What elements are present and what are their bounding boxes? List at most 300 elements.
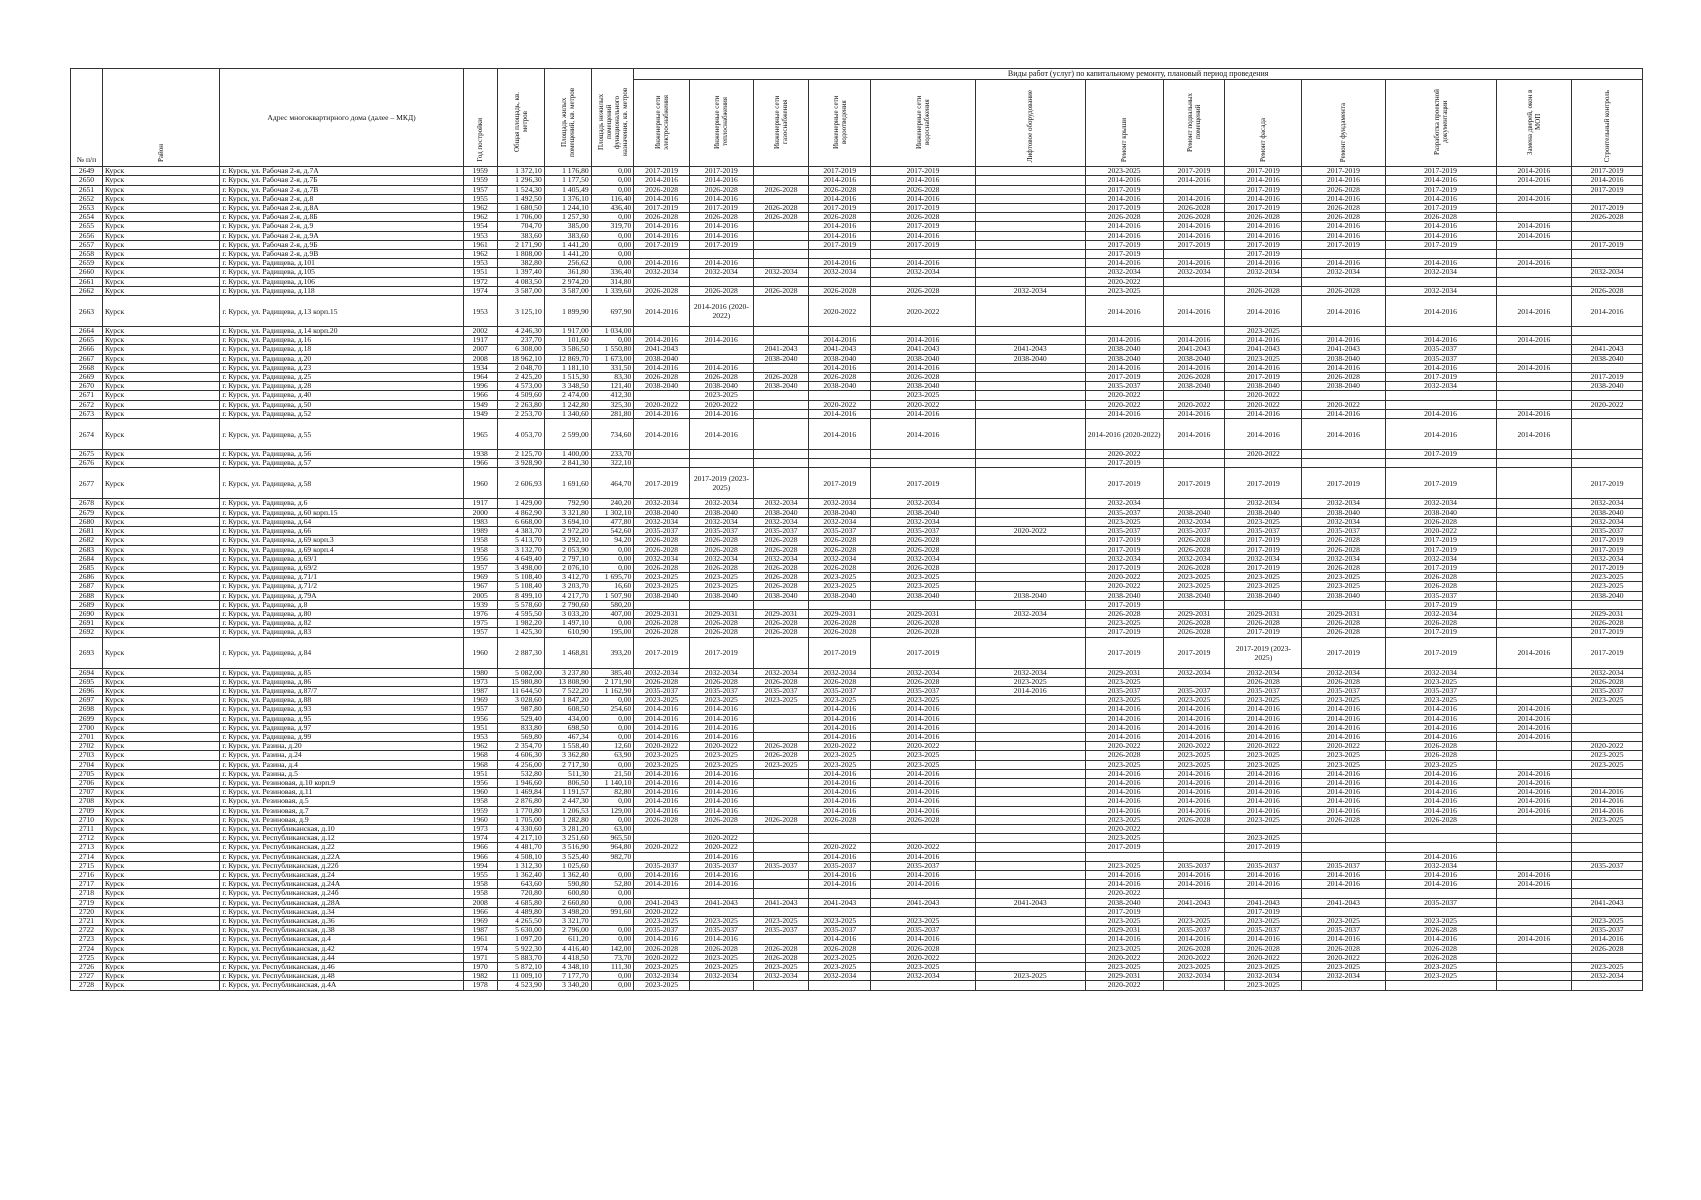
table-cell: 4 217,10 [497, 834, 544, 843]
table-cell: 2026-2028 [1385, 751, 1496, 760]
table-cell: 2014-2016 [1496, 705, 1572, 714]
row-number: 2661 [71, 277, 103, 286]
table-cell [975, 222, 1085, 231]
table-cell: 2032-2034 [1572, 554, 1643, 563]
row-number: 2705 [71, 769, 103, 778]
table-cell: 2017-2019 [1572, 628, 1643, 637]
table-cell [975, 834, 1085, 843]
table-cell: 2023-2025 [1225, 815, 1302, 824]
table-row [71, 185, 1643, 194]
table-cell [753, 409, 808, 418]
table-cell: 2041-2043 [975, 898, 1085, 907]
table-cell [1496, 861, 1572, 870]
table-row [71, 723, 1643, 732]
table-cell [1496, 459, 1572, 468]
table-row [71, 268, 1643, 277]
table-cell: 2038-2040 [1302, 382, 1385, 391]
table-cell: 2014-2016 [634, 871, 689, 880]
table-cell: 2017-2019 [1085, 536, 1163, 545]
table-cell: 2032-2034 [871, 668, 976, 677]
table-cell: 2038-2040 [1572, 591, 1643, 600]
table-cell: 2014-2016 [634, 806, 689, 815]
table-cell: 1958 [463, 880, 497, 889]
address-cell: г. Курск, ул. Радищева, д.79А [220, 591, 463, 600]
table-cell: 129,00 [591, 806, 634, 815]
col-year-header: Год постройки [463, 69, 497, 167]
table-cell: 2026-2028 [689, 536, 753, 545]
address-cell: г. Курск, ул. Радищева, д.84 [220, 637, 463, 668]
table-cell: 2017-2019 [1085, 373, 1163, 382]
table-cell: 1 362,40 [497, 871, 544, 880]
table-cell: 2020-2022 [1085, 573, 1163, 582]
table-cell: 2014-2016 [1496, 769, 1572, 778]
table-cell: 2041-2043 [634, 345, 689, 354]
table-cell [1385, 907, 1496, 916]
table-cell [975, 204, 1085, 213]
table-cell: 2032-2034 [871, 268, 976, 277]
table-cell: 2023-2025 [1385, 696, 1496, 705]
table-cell: 2020-2022 [1225, 391, 1302, 400]
table-cell: 2020-2022 [1302, 742, 1385, 751]
table-cell: 6 308,00 [497, 345, 544, 354]
address-cell: г. Курск, ул. Республиканская, д.28А [220, 898, 463, 907]
table-cell: 1969 [463, 917, 497, 926]
table-cell: 0,00 [591, 935, 634, 944]
table-cell: 2014-2016 [1085, 259, 1163, 268]
table-cell: 0,00 [591, 240, 634, 249]
district-cell: Курск [103, 508, 220, 517]
table-cell: 2017-2019 [1085, 250, 1163, 259]
table-cell: 720,80 [497, 889, 544, 898]
table-cell [1163, 459, 1225, 468]
table-cell: 2026-2028 [1302, 944, 1385, 953]
table-row [71, 259, 1643, 268]
table-cell: 2026-2028 [689, 677, 753, 686]
table-cell [1572, 714, 1643, 723]
address-cell: г. Курск, ул. Радищева, д.105 [220, 268, 463, 277]
table-cell: 2014-2016 [1385, 419, 1496, 450]
table-cell: 2038-2040 [809, 508, 871, 517]
table-cell: 2002 [463, 327, 497, 336]
district-cell: Курск [103, 714, 220, 723]
table-cell: 2017-2019 [1302, 637, 1385, 668]
address-cell: г. Курск, ул. Резиновая, д.7 [220, 806, 463, 815]
table-cell: 2014-2016 [1496, 176, 1572, 185]
district-cell: Курск [103, 563, 220, 572]
table-cell: 101,60 [544, 336, 591, 345]
table-cell: 4 573,00 [497, 382, 544, 391]
district-cell: Курск [103, 824, 220, 833]
table-cell: 2023-2025 [1225, 354, 1302, 363]
row-number: 2692 [71, 628, 103, 637]
table-cell: 1 296,30 [497, 176, 544, 185]
table-cell: 2 660,80 [544, 898, 591, 907]
table-cell: 2 263,80 [497, 400, 544, 409]
table-cell [809, 450, 871, 459]
table-cell: 2032-2034 [1163, 668, 1225, 677]
table-cell: 2014-2016 [1085, 231, 1163, 240]
district-cell: Курск [103, 409, 220, 418]
table-cell [871, 277, 976, 286]
table-cell: 237,70 [497, 336, 544, 345]
row-number: 2676 [71, 459, 103, 468]
table-cell: 2017-2019 [1225, 468, 1302, 499]
table-cell: 2032-2034 [871, 972, 976, 981]
table-cell: 1966 [463, 391, 497, 400]
table-cell [753, 419, 808, 450]
table-cell: 2014-2016 [1085, 723, 1163, 732]
table-cell: 2026-2028 [809, 815, 871, 824]
table-cell: 256,62 [544, 259, 591, 268]
table-cell [1385, 824, 1496, 833]
table-row [71, 231, 1643, 240]
table-cell: 2023-2025 [1225, 917, 1302, 926]
table-cell: 2026-2028 [871, 545, 976, 554]
table-cell: 1962 [463, 213, 497, 222]
table-cell: 2020-2022 [1085, 400, 1163, 409]
table-cell: 0,00 [591, 797, 634, 806]
table-cell [975, 714, 1085, 723]
table-cell [1163, 889, 1225, 898]
works-group-header: Виды работ (услуг) по капитальному ремонту, плановый период проведения [634, 69, 1643, 80]
district-cell: Курск [103, 345, 220, 354]
table-cell: 4 083,50 [497, 277, 544, 286]
table-cell: 1 206,53 [544, 806, 591, 815]
table-cell [1496, 668, 1572, 677]
table-cell: 2020-2022 [1572, 742, 1643, 751]
table-cell: 1960 [463, 468, 497, 499]
table-cell: 1962 [463, 742, 497, 751]
table-cell [1496, 760, 1572, 769]
table-cell: 2020-2022 [1085, 981, 1163, 990]
table-cell: 2 447,30 [544, 797, 591, 806]
table-cell [1572, 880, 1643, 889]
district-cell: Курск [103, 917, 220, 926]
table-cell: 2014-2016 [634, 419, 689, 450]
table-cell [1385, 250, 1496, 259]
table-cell [809, 600, 871, 609]
table-cell: 12,60 [591, 742, 634, 751]
table-cell [975, 723, 1085, 732]
row-number: 2685 [71, 563, 103, 572]
table-cell: 2014-2016 [1496, 296, 1572, 327]
table-cell [753, 880, 808, 889]
table-cell: 3 587,00 [497, 286, 544, 295]
table-cell: 2014-2016 [634, 222, 689, 231]
table-cell: 2020-2022 [871, 953, 976, 962]
table-cell: 1 441,20 [544, 240, 591, 249]
table-cell: 2035-2037 [753, 686, 808, 695]
table-cell: 2014-2016 (2020-2022) [1085, 419, 1163, 450]
table-row [71, 400, 1643, 409]
table-cell: 2014-2016 [1163, 723, 1225, 732]
table-cell: 2032-2034 [1385, 609, 1496, 618]
table-cell [1385, 459, 1496, 468]
table-cell [689, 907, 753, 916]
address-cell: г. Курск, ул. Радищева, д.14 корп.20 [220, 327, 463, 336]
table-cell: 2017-2019 [634, 637, 689, 668]
table-cell: 1 770,80 [497, 806, 544, 815]
table-cell [975, 382, 1085, 391]
table-cell [975, 935, 1085, 944]
table-cell: 2017-2019 [1225, 373, 1302, 382]
table-row [71, 345, 1643, 354]
row-number: 2649 [71, 167, 103, 176]
table-cell: 1955 [463, 871, 497, 880]
table-cell: 2014-2016 [1225, 880, 1302, 889]
table-cell: 2038-2040 [689, 382, 753, 391]
work-header-10: Разработка проектной документации [1385, 80, 1496, 167]
table-cell [1572, 391, 1643, 400]
table-cell [871, 250, 976, 259]
address-cell: г. Курск, ул. Резиновая, д.9 [220, 815, 463, 824]
table-cell: 1953 [463, 296, 497, 327]
table-cell: 833,80 [497, 723, 544, 732]
table-cell: 2014-2016 [1302, 788, 1385, 797]
table-cell: 2026-2028 [1163, 563, 1225, 572]
table-cell [1163, 907, 1225, 916]
work-header-5: Лифтовое оборудование [975, 80, 1085, 167]
table-cell: 2014-2016 [1302, 296, 1385, 327]
table-row [71, 815, 1643, 824]
address-cell: г. Курск, ул. Радищева, д.95 [220, 714, 463, 723]
table-cell: 2026-2028 [1302, 545, 1385, 554]
table-cell [1496, 286, 1572, 295]
table-cell: 2035-2037 [871, 686, 976, 695]
table-cell: 2014-2016 [809, 797, 871, 806]
table-cell: 2023-2025 [1085, 677, 1163, 686]
table-cell [1496, 391, 1572, 400]
address-cell: г. Курск, ул. Радищева, д.18 [220, 345, 463, 354]
table-cell: 2014-2016 [871, 778, 976, 787]
table-cell: 2023-2025 [634, 751, 689, 760]
table-cell [871, 824, 976, 833]
table-cell: 1958 [463, 797, 497, 806]
table-cell: 542,60 [591, 527, 634, 536]
row-number: 2706 [71, 778, 103, 787]
table-cell: 1949 [463, 400, 497, 409]
table-cell: 2023-2025 [1572, 963, 1643, 972]
district-cell: Курск [103, 898, 220, 907]
table-cell: 2020-2022 [1085, 889, 1163, 898]
table-cell [753, 843, 808, 852]
table-cell: 2017-2019 [634, 468, 689, 499]
table-cell: 2020-2022 [1085, 582, 1163, 591]
table-cell: 2017-2019 [871, 167, 976, 176]
table-cell [1496, 742, 1572, 751]
table-cell: 3 237,80 [544, 668, 591, 677]
table-cell: 2032-2034 [1385, 286, 1496, 295]
table-cell: 52,80 [591, 880, 634, 889]
table-cell: 0,00 [591, 250, 634, 259]
table-cell [975, 769, 1085, 778]
table-cell: 3 586,50 [544, 345, 591, 354]
row-number: 2653 [71, 204, 103, 213]
district-cell: Курск [103, 459, 220, 468]
table-cell [1496, 609, 1572, 618]
address-cell: г. Курск, ул. Радищева, д.57 [220, 459, 463, 468]
table-cell: 0,00 [591, 981, 634, 990]
table-cell: 1964 [463, 373, 497, 382]
table-cell: 2014-2016 [1225, 788, 1302, 797]
table-cell: 2020-2022 [1302, 400, 1385, 409]
district-cell: Курск [103, 619, 220, 628]
table-cell [975, 871, 1085, 880]
table-cell: 2032-2034 [1572, 517, 1643, 526]
table-cell: 2014-2016 [1385, 797, 1496, 806]
table-cell: 2038-2040 [1385, 508, 1496, 517]
district-cell: Курск [103, 450, 220, 459]
row-number: 2667 [71, 354, 103, 363]
table-cell: 2029-2031 [809, 609, 871, 618]
table-cell: 2032-2034 [1572, 499, 1643, 508]
table-cell: 2035-2037 [1302, 861, 1385, 870]
table-cell: 2032-2034 [1225, 554, 1302, 563]
district-cell: Курск [103, 742, 220, 751]
table-cell: 5 883,70 [497, 953, 544, 962]
table-cell: 2023-2025 [871, 582, 976, 591]
address-cell: г. Курск, ул. Резиновая, д.11 [220, 788, 463, 797]
table-cell: 2017-2019 [1085, 185, 1163, 194]
table-cell: 2014-2016 [1302, 419, 1385, 450]
table-cell [1572, 231, 1643, 240]
table-cell: 2023-2025 [1085, 619, 1163, 628]
table-cell [634, 834, 689, 843]
table-cell: 2023-2025 [809, 953, 871, 962]
table-cell: 2014-2016 [634, 176, 689, 185]
table-row [71, 769, 1643, 778]
table-cell: 2014-2016 [689, 714, 753, 723]
table-cell: 2032-2034 [809, 268, 871, 277]
district-cell: Курск [103, 554, 220, 563]
table-cell: 2014-2016 [871, 259, 976, 268]
table-cell: 2017-2019 [1225, 240, 1302, 249]
table-cell: 2014-2016 [809, 935, 871, 944]
table-cell [753, 363, 808, 372]
address-cell: г. Курск, ул. Республиканская, д.24 [220, 871, 463, 880]
table-cell: 385,40 [591, 668, 634, 677]
table-cell: 2017-2019 [1385, 628, 1496, 637]
table-cell: 1 468,81 [544, 637, 591, 668]
table-cell: 2032-2034 [1385, 668, 1496, 677]
table-cell: 2017-2019 [1085, 545, 1163, 554]
table-cell: 1 550,80 [591, 345, 634, 354]
table-cell: 2032-2034 [1085, 554, 1163, 563]
address-cell: г. Курск, ул. Радищева, д.58 [220, 468, 463, 499]
table-cell: 407,00 [591, 609, 634, 618]
table-cell: 2017-2019 [1225, 250, 1302, 259]
table-cell: 2032-2034 [809, 972, 871, 981]
row-number: 2718 [71, 889, 103, 898]
row-number: 2721 [71, 917, 103, 926]
table-row [71, 499, 1643, 508]
table-cell [753, 259, 808, 268]
table-cell: 2014-2016 [1163, 935, 1225, 944]
table-cell: 1 425,30 [497, 628, 544, 637]
district-cell: Курск [103, 852, 220, 861]
table-cell: 2014-2016 [634, 788, 689, 797]
table-cell: 1 469,84 [497, 788, 544, 797]
table-cell: 2023-2025 [1225, 582, 1302, 591]
table-cell: 1 691,60 [544, 468, 591, 499]
table-cell: 1 695,70 [591, 573, 634, 582]
table-cell [753, 889, 808, 898]
table-cell: 2014-2016 [634, 797, 689, 806]
table-cell: 2014-2016 [634, 705, 689, 714]
table-cell [1302, 852, 1385, 861]
table-cell: 3 516,90 [544, 843, 591, 852]
table-cell: 2026-2028 [753, 751, 808, 760]
table-cell [975, 508, 1085, 517]
table-cell: 2020-2022 [1085, 953, 1163, 962]
table-cell: 2014-2016 [1496, 259, 1572, 268]
table-cell [1302, 981, 1385, 990]
table-cell: 2017-2019 [634, 204, 689, 213]
address-cell: г. Курск, ул. Рабочая 2-я, д.7А [220, 167, 463, 176]
table-cell: 2014-2016 [1385, 296, 1496, 327]
table-cell: 2035-2037 [1385, 898, 1496, 907]
table-cell [1496, 696, 1572, 705]
table-cell: 2014-2016 [1163, 363, 1225, 372]
table-cell: 2014-2016 [1496, 723, 1572, 732]
table-cell: 734,60 [591, 419, 634, 450]
district-cell: Курск [103, 981, 220, 990]
table-cell: 2038-2040 [1225, 382, 1302, 391]
table-row [71, 852, 1643, 861]
table-cell [1496, 582, 1572, 591]
table-cell: 1969 [463, 573, 497, 582]
table-cell [1163, 677, 1225, 686]
table-cell: 2026-2028 [1385, 742, 1496, 751]
table-cell: 2023-2025 [1163, 573, 1225, 582]
district-cell: Курск [103, 778, 220, 787]
work-header-11: Замена дверей, окон в МОП [1496, 80, 1572, 167]
table-cell: 2 171,90 [591, 677, 634, 686]
table-cell: 2017-2019 [689, 637, 753, 668]
district-cell: Курск [103, 536, 220, 545]
table-cell: 2026-2028 [871, 563, 976, 572]
table-cell: 2026-2028 [1085, 751, 1163, 760]
table-cell: 2017-2019 [1572, 167, 1643, 176]
table-cell: 532,80 [497, 769, 544, 778]
table-cell: 0,00 [591, 213, 634, 222]
table-cell: 1966 [463, 843, 497, 852]
table-cell: 2026-2028 [809, 213, 871, 222]
table-cell: 697,90 [591, 296, 634, 327]
row-number: 2650 [71, 176, 103, 185]
table-cell: 1961 [463, 935, 497, 944]
table-cell: 2014-2016 [1085, 194, 1163, 203]
table-cell: 0,00 [591, 167, 634, 176]
table-cell: 0,00 [591, 815, 634, 824]
table-cell: 2026-2028 [1385, 619, 1496, 628]
table-cell: 2035-2037 [1572, 926, 1643, 935]
table-cell [1496, 926, 1572, 935]
district-cell: Курск [103, 400, 220, 409]
address-cell: г. Курск, ул. Резиновая, д.10 корп.9 [220, 778, 463, 787]
table-cell: 2032-2034 [1302, 668, 1385, 677]
table-cell: 436,40 [591, 204, 634, 213]
table-cell: 2026-2028 [753, 619, 808, 628]
table-cell [1496, 843, 1572, 852]
table-row [71, 953, 1643, 962]
address-cell: г. Курск, ул. Республиканская, д.24б [220, 889, 463, 898]
table-cell: 2014-2016 [634, 880, 689, 889]
district-cell: Курск [103, 628, 220, 637]
table-cell [975, 778, 1085, 787]
table-cell: 2020-2022 [871, 843, 976, 852]
table-cell: 8 499,10 [497, 591, 544, 600]
